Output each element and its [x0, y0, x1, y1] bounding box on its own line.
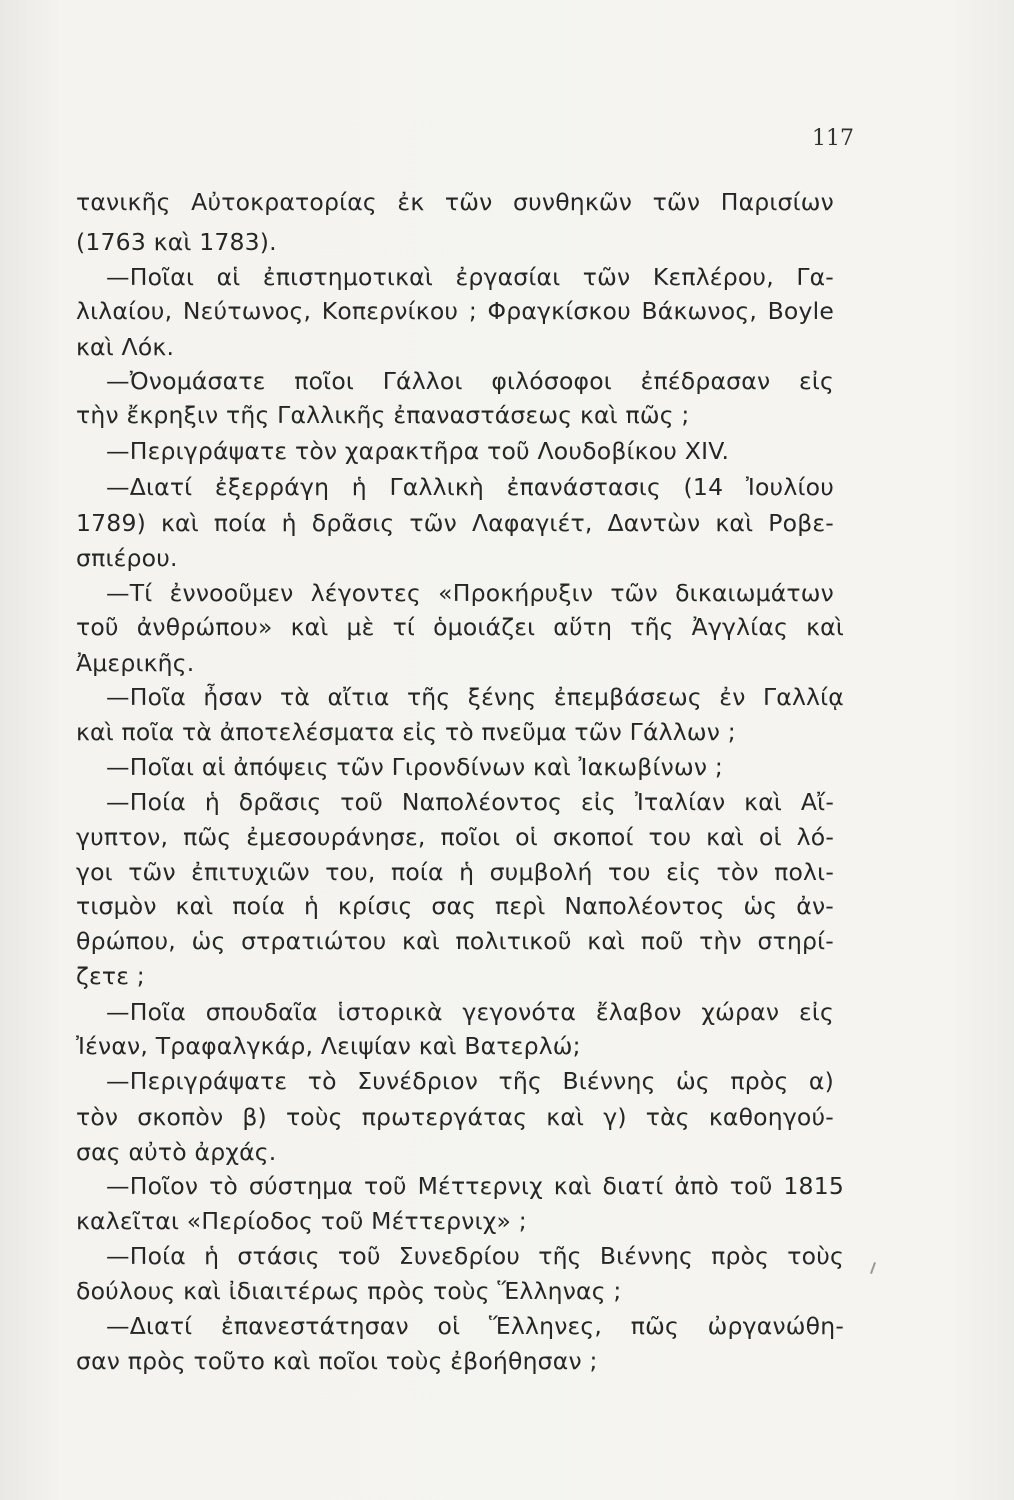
text-line: Ἰέναν, Τραφαλγκάρ, Λειψίαν καὶ Βατερλώ; [76, 1032, 581, 1060]
text-line: τὸν σκοπὸν β) τοὺς πρωτεργάτας καὶ γ) τὰς καθοηγού- [76, 1103, 834, 1131]
text-line: —Ὀνομάσατε ποῖοι Γάλλοι φιλόσοφοι ἐπέδρασαν εἰς [106, 367, 834, 395]
text-line: καὶ Λόκ. [76, 333, 175, 361]
text-line: τανικῆς Αὐτοκρατορίας ἐκ τῶν συνθηκῶν τῶν Παρισίων [76, 188, 834, 216]
text-line: —Διατί ἐξερράγη ἡ Γαλλικὴ ἐπανάστασις (14 Ἰουλίου [106, 473, 834, 501]
text-line: καὶ ποῖα τὰ ἀποτελέσματα εἰς τὸ πνεῦμα τῶν Γάλλων ; [76, 718, 736, 746]
text-line: —Ποῖαι αἱ ἀπόψεις τῶν Γιρονδίνων καὶ Ἰακωβίνων ; [106, 753, 723, 781]
text-line: σαν πρὸς τοῦτο καὶ ποῖοι τοὺς ἐβοήθησαν ; [76, 1347, 598, 1375]
text-line: —Ποῖον τὸ σύστημα τοῦ Μέττερνιχ καὶ διατί ἀπὸ τοῦ 1815 [106, 1172, 844, 1200]
text-line: —Τί ἐννοοῦμεν λέγοντες «Προκήρυξιν τῶν δικαιωμάτων [106, 579, 834, 607]
text-line: γοι τῶν ἐπιτυχιῶν του, ποία ἡ συμβολή του εἰς τὸν πολι- [76, 858, 834, 886]
text-line: τισμὸν καὶ ποία ἡ κρίσις σας περὶ Ναπολέοντος ὡς ἀν- [76, 892, 834, 920]
text-line: γυπτον, πῶς ἐμεσουράνησε, ποῖοι οἱ σκοποί του καὶ οἱ λό- [76, 823, 834, 851]
text-line: καλεῖται «Περίοδος τοῦ Μέττερνιχ» ; [76, 1207, 527, 1235]
text-line: Ἀμερικῆς. [76, 649, 195, 677]
text-line: —Περιγράψατε τὸν χαρακτῆρα τοῦ Λουδοβίκου XIV. [106, 437, 730, 465]
text-line: —Ποῖα ἦσαν τὰ αἴτια τῆς ξένης ἐπεμβάσεως ἐν Γαλλίᾳ [106, 683, 844, 711]
text-line: —Ποία ἡ στάσις τοῦ Συνεδρίου τῆς Βιέννης πρὸς τοὺς [106, 1242, 844, 1270]
text-line: τοῦ ἀνθρώπου» καὶ μὲ τί ὁμοιάζει αὕτη τῆς Ἀγγλίας καὶ [76, 613, 844, 641]
text-line: —Περιγράψατε τὸ Συνέδριον τῆς Βιέννης ὡς πρὸς α) [106, 1067, 834, 1095]
text-line: —Διατί ἐπανεστάτησαν οἱ Ἕλληνες, πῶς ὠργανώθη- [106, 1312, 844, 1340]
text-line: —Ποῖα σπουδαῖα ἱστορικὰ γεγονότα ἔλαβον χώραν εἰς [106, 998, 834, 1026]
text-line: ζετε ; [76, 962, 145, 990]
paper-mark [870, 1262, 876, 1274]
text-line: σας αὐτὸ ἀρχάς. [76, 1138, 277, 1166]
text-line: 1789) καὶ ποία ἡ δρᾶσις τῶν Λαφαγιέτ, Δαντὼν καὶ Ροβε- [76, 509, 834, 537]
text-line: θρώπου, ὡς στρατιώτου καὶ πολιτικοῦ καὶ ποῦ τὴν στηρί- [76, 927, 834, 955]
text-line: —Ποία ἡ δρᾶσις τοῦ Ναπολέοντος εἰς Ἰταλίαν καὶ Αἴ- [106, 788, 834, 816]
text-line: λιλαίου, Νεύτωνος, Κοπερνίκου ; Φραγκίσκου Βάκωνος, Boyle [76, 297, 834, 325]
text-line: σπιέρου. [76, 544, 178, 572]
text-line: δούλους καὶ ἰδιαιτέρως πρὸς τοὺς Ἕλληνας ; [76, 1277, 622, 1305]
text-line: τὴν ἔκρηξιν τῆς Γαλλικῆς ἐπαναστάσεως καὶ πῶς ; [76, 401, 690, 429]
text-line: (1763 καὶ 1783). [76, 228, 277, 256]
page-number: 117 [812, 126, 854, 151]
text-line: —Ποῖαι αἱ ἐπιστημοτικαὶ ἐργασίαι τῶν Κεπλέρου, Γα- [106, 263, 834, 291]
